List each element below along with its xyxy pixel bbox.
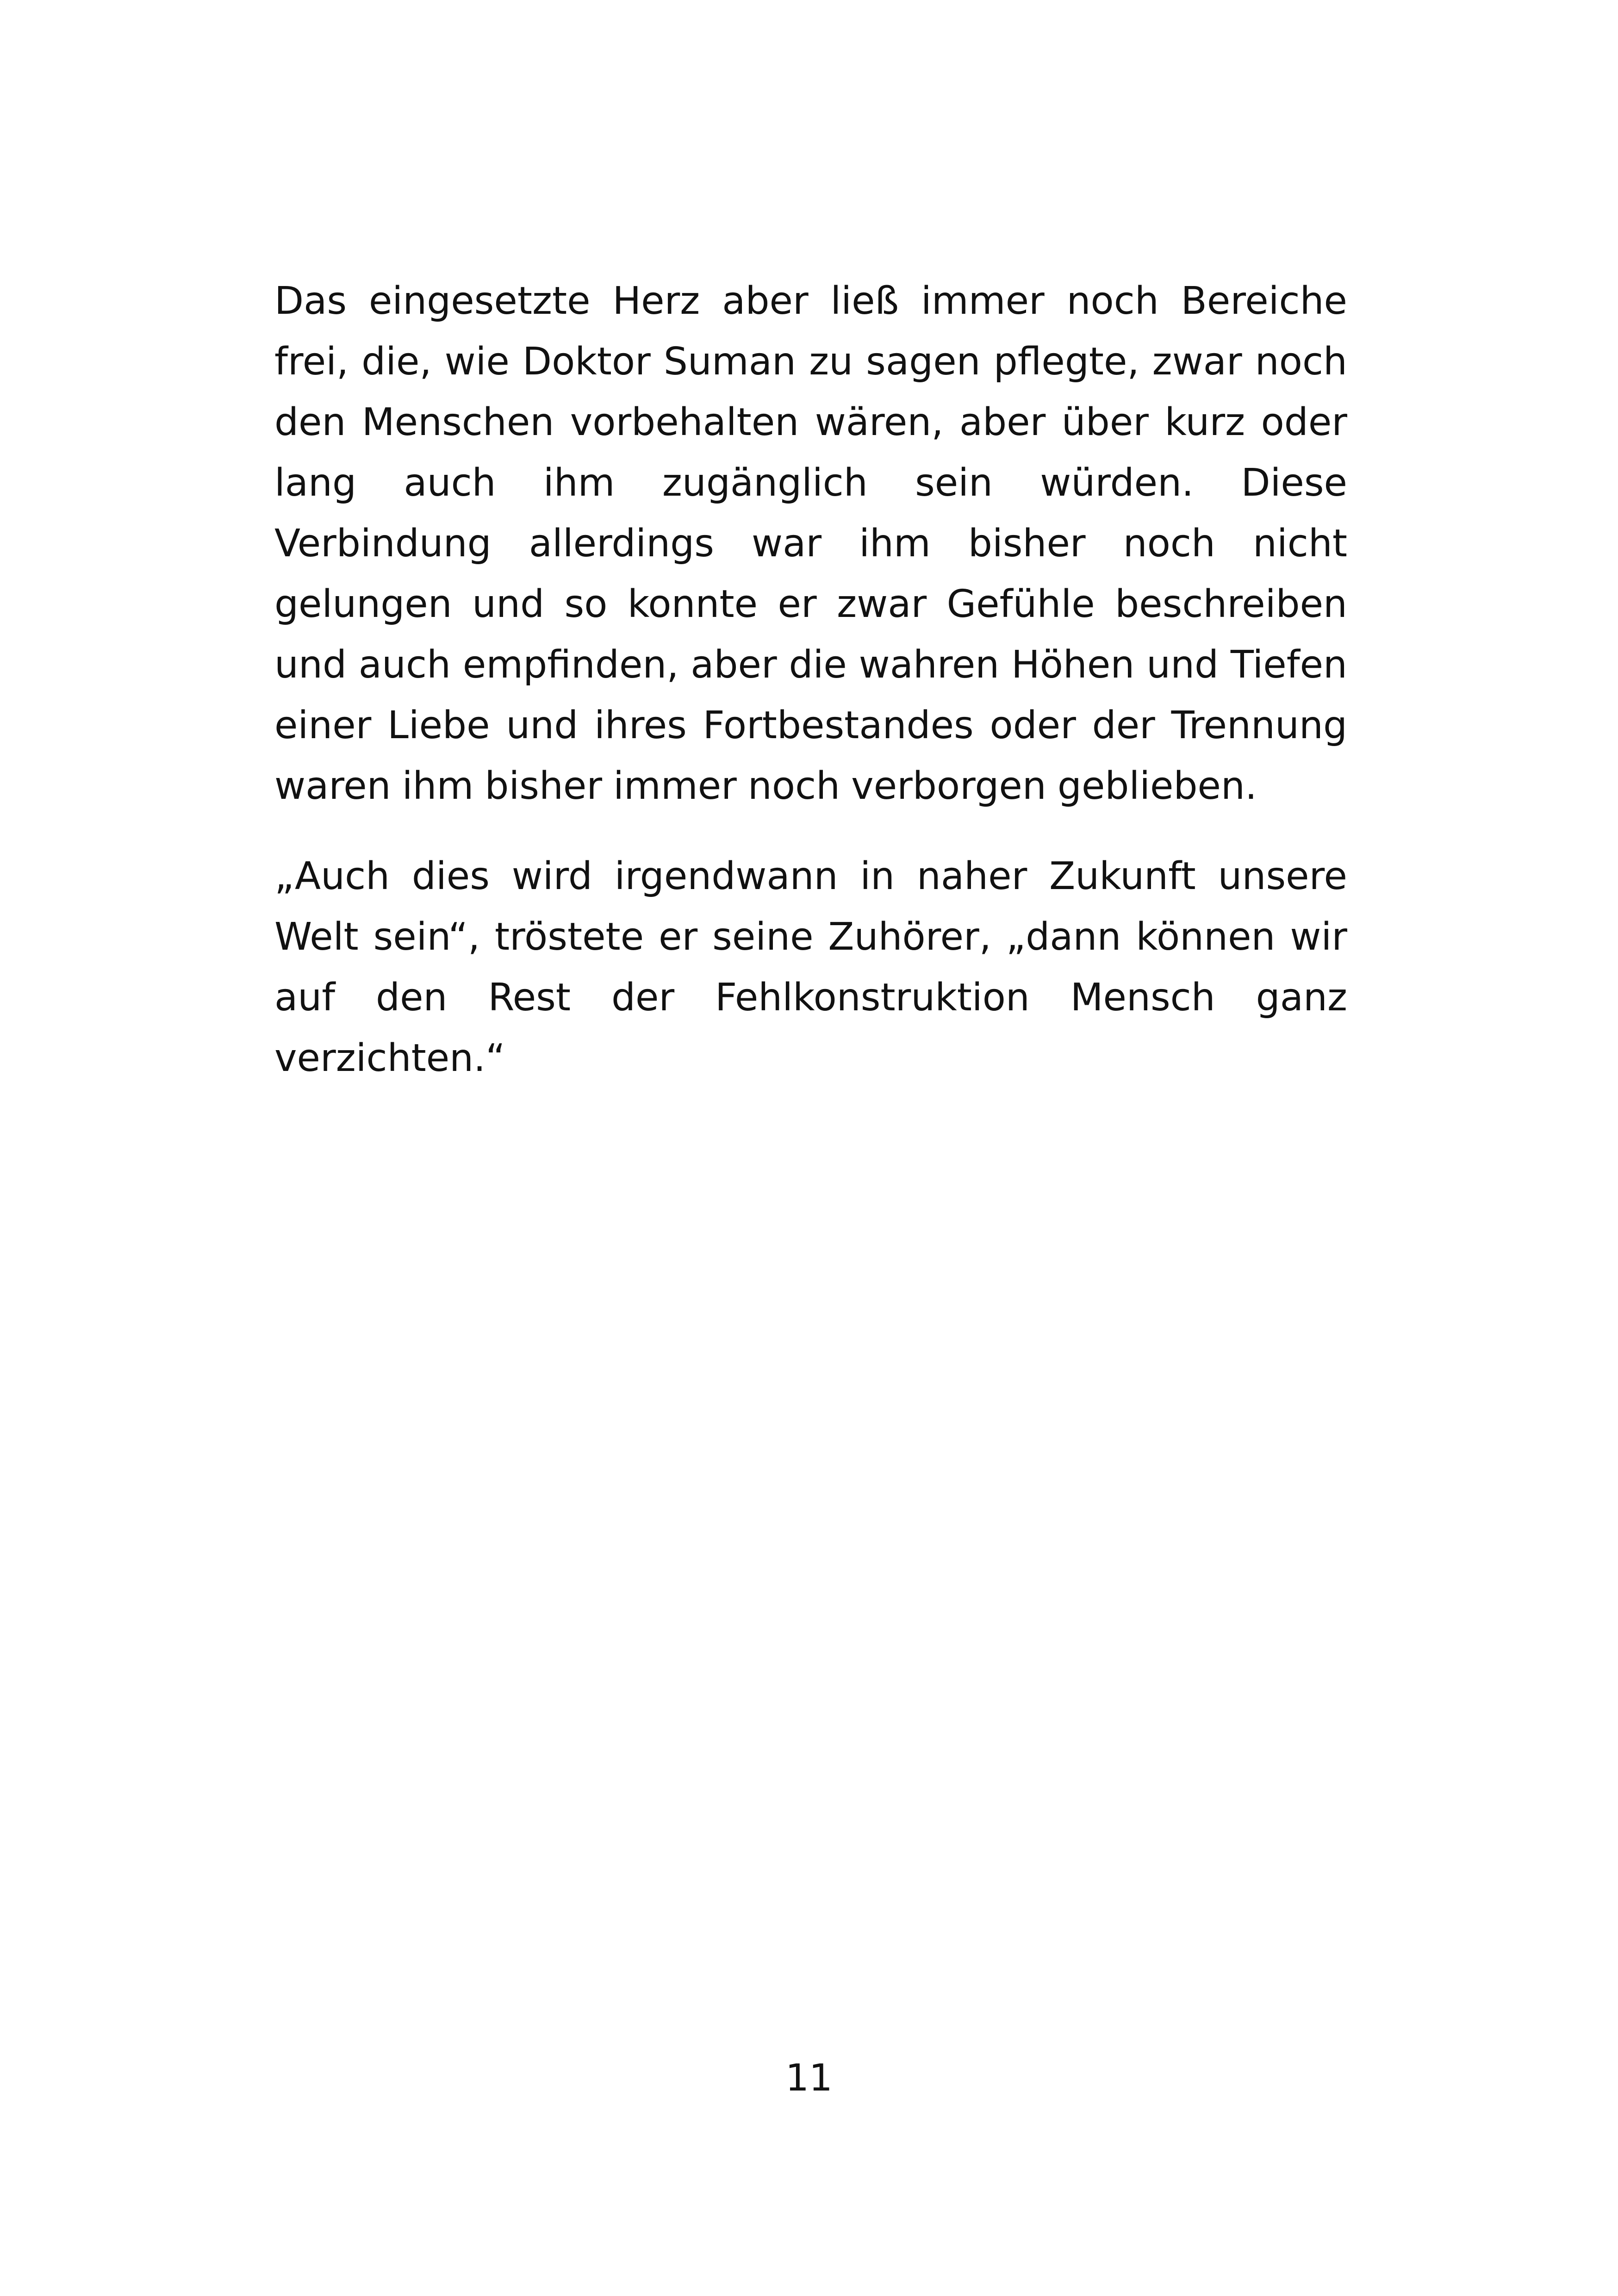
paragraph-2: „Auch dies wird irgendwann in naher Zukunft unsere Welt sein“, tröstete er seine Zuhörer, „dann können wir auf den Rest der Fehlkonstruktion Mensch ganz verzichten.“ [274,854,1347,1080]
page-number: 11 [785,2056,833,2099]
paragraph-1: Das eingesetzte Herz aber ließ immer noch Bereiche frei, die, wie Doktor Suman zu sagen pflegte, zwar noch den Menschen vorbehalten wären, aber über kurz oder lang auch ihm zugänglich sein würden. Diese Verbindung allerdings war ihm bisher noch nicht gelungen und so konnte er zwar Gefühle beschreiben und auch empfinden, aber die wahren Höhen und Tiefen einer Liebe und ihres Fortbestandes oder der Trennung waren ihm bisher immer noch verborgen geblieben. [274,279,1347,808]
body-text [274,271,1347,1118]
